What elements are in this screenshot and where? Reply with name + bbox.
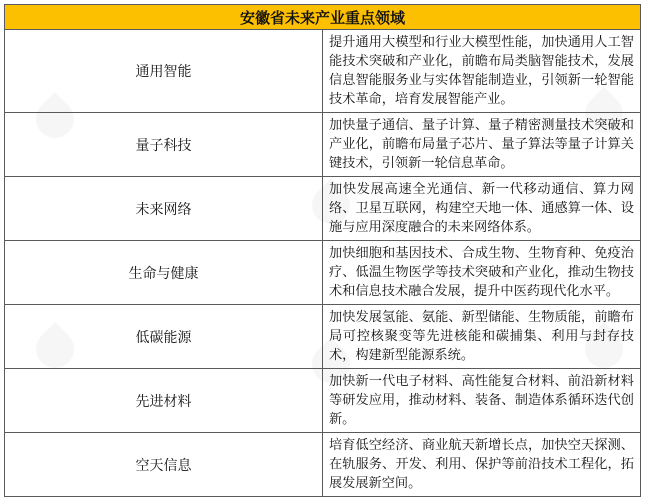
table-row — [5, 433, 641, 497]
table-row — [5, 113, 641, 177]
field-description: 加快发展氢能、氨能、新型储能、生物质能，前瞻布局可控核聚变等先进核能和碳捕集、利用与封存技术，构建新型能源系统。 — [323, 305, 641, 369]
field-name: 低碳能源 — [5, 305, 323, 369]
field-description: 加快细胞和基因技术、合成生物、生物育种、免疫治疗、低温生物医学等技术突破和产业化，推动生物技术和信息技术融合发展，提升中医药现代化水平。 — [323, 241, 641, 305]
field-description: 培育低空经济、商业航天新增长点，加快空天探测、在轨服务、开发、利用、保护等前沿技术工程化，拓展发展新空间。 — [323, 433, 641, 497]
table-row — [5, 369, 641, 433]
field-description: 提升通用大模型和行业大模型性能，加快通用人工智能技术突破和产业化，前瞻布局类脑智能技术，发展信息智能服务业与实体智能制造业，引领新一轮智能技术革命，培育发展智能产业。 — [323, 30, 641, 113]
table-header-row — [5, 5, 641, 30]
table-row — [5, 241, 641, 305]
field-description: 加快新一代电子材料、高性能复合材料、前沿新材料等研发应用，推动材料、装备、制造体系循环迭代创新。 — [323, 369, 641, 433]
table-row — [5, 30, 641, 113]
industry-table — [4, 4, 641, 497]
field-name: 通用智能 — [5, 30, 323, 113]
table-row — [5, 177, 641, 241]
field-name: 空天信息 — [5, 433, 323, 497]
field-name: 量子科技 — [5, 113, 323, 177]
table-title: 安徽省未来产业重点领域 — [5, 5, 641, 30]
table-row — [5, 305, 641, 369]
field-description: 加快量子通信、量子计算、量子精密测量技术突破和产业化，前瞻布局量子芯片、量子算法等量子计算关键技术，引领新一轮信息革命。 — [323, 113, 641, 177]
field-description: 加快发展高速全光通信、新一代移动通信、算力网络、卫星互联网，构建空天地一体、通感算一体、设施与应用深度融合的未来网络体系。 — [323, 177, 641, 241]
field-name: 先进材料 — [5, 369, 323, 433]
field-name: 生命与健康 — [5, 241, 323, 305]
field-name: 未来网络 — [5, 177, 323, 241]
